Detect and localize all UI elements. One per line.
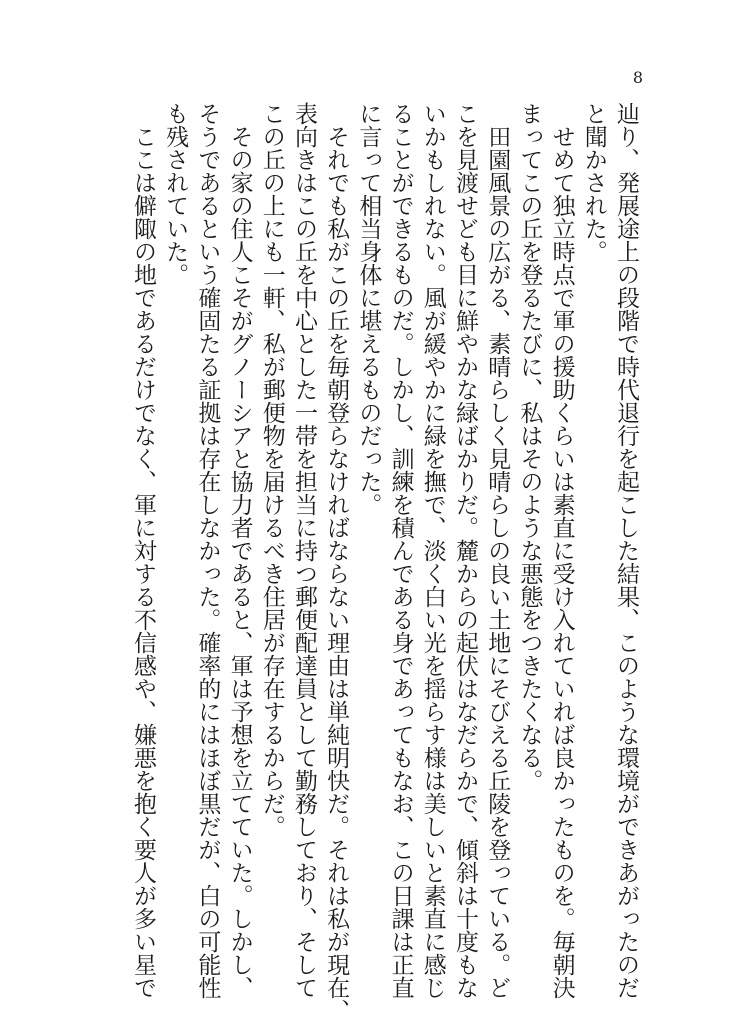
text-line: と聞かされた。 — [580, 102, 607, 263]
page-number: 8 — [632, 68, 644, 87]
text-line: せめて独立時点で軍の援助くらいは素直に受け入れていれば良かったものを。毎朝決 — [548, 102, 575, 999]
text-line: に言って相当身体に堪えるものだった。 — [355, 102, 382, 516]
text-line: そうであるという確固たる証拠は存在しなかった。確率的にはほぼ黒だが、白の可能性 — [194, 102, 221, 999]
text-line: 田園風景の広がる、素晴らしく見晴らしの良い土地にそびえる丘陵を登っている。ど — [484, 102, 511, 999]
body-text — [127, 102, 642, 1022]
text-line: こを見渡せども目に鮮やかな緑ばかりだ。麓からの起伏はなだらかで、傾斜は十度もな — [451, 102, 478, 999]
text-line: ることができるものだ。しかし、訓練を積んである身であってもなお、この日課は正直 — [387, 102, 414, 999]
text-line: いかもしれない。風が緩やかに緑を撫で、淡く白い光を揺らす様は美しいと素直に感じ — [419, 102, 446, 999]
text-line: 表向きはこの丘を中心とした一帯を担当に持つ郵便配達員として勤務しており、そして — [290, 102, 317, 999]
text-line: 辿り、発展途上の段階で時代退行を起こした結果、このような環境ができあがったのだ — [613, 102, 639, 999]
text-line: この丘の上にも一軒、私が郵便物を届けるべき住居が存在するからだ。 — [258, 102, 285, 838]
text-line: も残されていた。 — [162, 102, 189, 286]
text-line: まってこの丘を登るたびに、私はそのような悪態をつきたくなる。 — [516, 102, 543, 792]
text-line: ここは僻陬の地であるだけでなく、軍に対する不信感や、嫌悪を抱く要人が多い星で — [129, 102, 156, 999]
text-line: それでも私がこの丘を毎朝登らなければならない理由は単純明快だ。それは私が現在、 — [323, 102, 350, 1022]
text-line: その家の住人こそがグノーシアと協力者であると、軍は予想を立てていた。しかし、 — [226, 102, 253, 999]
